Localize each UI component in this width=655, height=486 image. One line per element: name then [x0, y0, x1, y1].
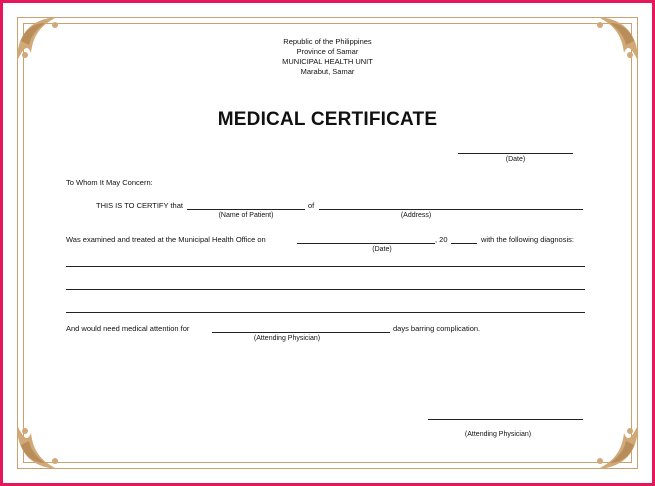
date-caption: (Date) — [505, 156, 526, 163]
diagnosis-line-3[interactable] — [66, 312, 585, 313]
patient-name-caption: (Name of Patient) — [218, 212, 274, 219]
examined-year-prefix: , 20 — [435, 235, 448, 244]
letterhead — [3, 37, 652, 77]
header-line-country: Republic of the Philippines — [283, 37, 372, 46]
signature-line[interactable] — [428, 419, 583, 420]
certify-prefix: THIS IS TO CERTIFY that — [96, 201, 183, 210]
attention-prefix: And would need medical attention for — [66, 324, 190, 333]
header-line-unit: MUNICIPAL HEALTH UNIT — [282, 57, 373, 66]
diagnosis-line-1[interactable] — [66, 266, 585, 267]
signature-caption: (Attending Physician) — [464, 431, 532, 438]
attention-suffix: days barring complication. — [393, 324, 481, 333]
attention-caption: (Attending Physician) — [253, 335, 321, 342]
header-line-municipality: Marabut, Samar — [300, 67, 355, 76]
exam-date-caption: (Date) — [372, 246, 392, 253]
examined-suffix: with the following diagnosis: — [481, 235, 574, 244]
address-caption: (Address) — [400, 212, 432, 219]
certificate-sheet — [3, 3, 652, 483]
document-title: MEDICAL CERTIFICATE — [217, 109, 438, 130]
address-line[interactable] — [319, 209, 583, 210]
salutation: To Whom It May Concern: — [66, 178, 153, 187]
corner-ornament-icon — [11, 417, 69, 475]
certify-of: of — [308, 201, 315, 210]
patient-name-line[interactable] — [187, 209, 305, 210]
corner-ornament-icon — [586, 417, 644, 475]
diagnosis-line-2[interactable] — [66, 289, 585, 290]
exam-date-line[interactable] — [297, 243, 435, 244]
header-line-province: Province of Samar — [296, 47, 359, 56]
exam-year-line[interactable] — [451, 243, 477, 244]
examined-prefix: Was examined and treated at the Municipal Health Office on — [66, 235, 266, 244]
attention-days-line[interactable] — [212, 332, 390, 333]
date-line[interactable] — [458, 153, 573, 154]
